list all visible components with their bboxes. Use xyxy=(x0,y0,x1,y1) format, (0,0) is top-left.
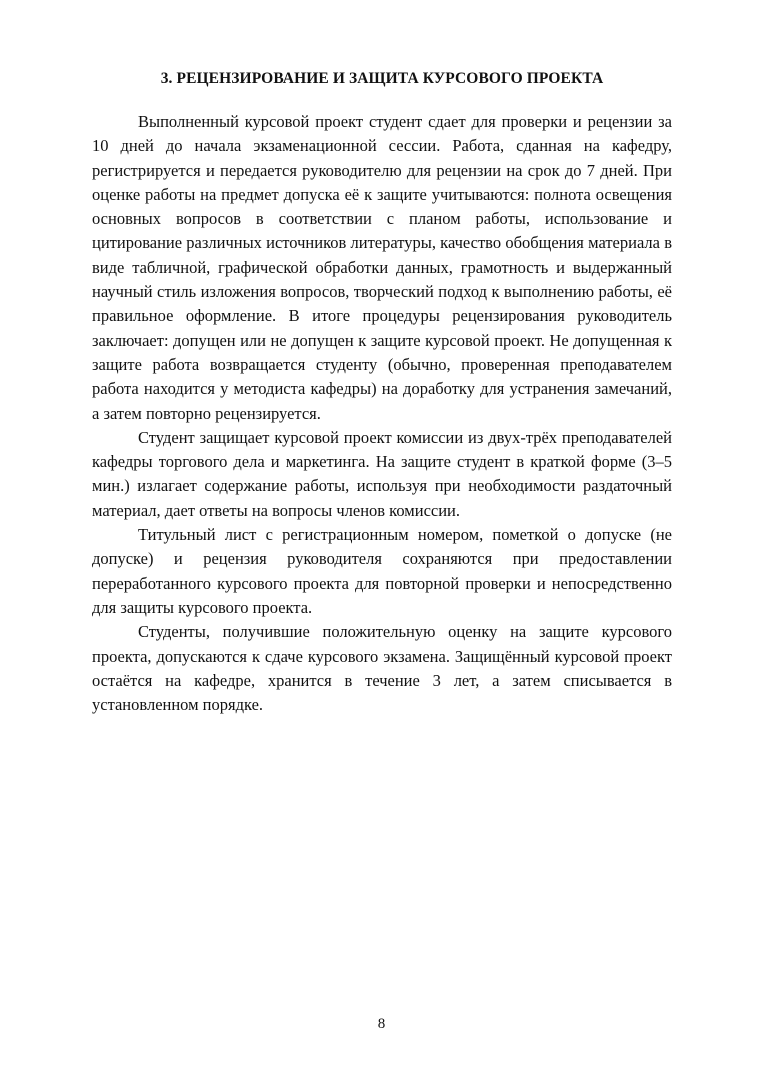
page-body xyxy=(92,70,672,717)
paragraph-review: Выполненный курсовой проект студент сдает для проверки и рецензии за 10 дней до начала экзаменационной сессии. Работа, сданная на кафедру, регистрируется и передается руководителю для рецензии на срок до 7 дней. При оценке работы на предмет допуска её к защите учитываются: полнота освещения основных вопросов в соответствии с планом работы, использование и цитирование различных источников литературы, качество обобщения материала в виде табличной, графической обработки данных, грамотность и выдержанный научный стиль изложения вопросов, творческий подход к выполнению работы, её правильное оформление. В итоге процедуры рецензирования руководитель заключает: допущен или не допущен к защите курсовой проект. Не допущенная к защите работа возвращается студенту (обычно, проверенная преподавателем работа находится у методиста кафедры) на доработку для устранения замечаний, а затем повторно рецензируется. xyxy=(92,112,672,423)
page-number: 8 xyxy=(377,1016,386,1032)
paragraph-defense: Студент защищает курсовой проект комиссии из двух-трёх преподавателей кафедры торгового дела и маркетинга. На защите студент в краткой форме (3–5 мин.) излагает содержание работы, используя при необходимости раздаточный материал, дает ответы на вопросы членов комиссии. xyxy=(92,427,672,520)
section-title: 3. РЕЦЕНЗИРОВАНИЕ И ЗАЩИТА КУРСОВОГО ПРОЕКТА xyxy=(160,70,604,87)
paragraph-title-page: Титульный лист с регистрационным номером, пометкой о допуске (не допуске) и рецензия руководителя сохраняются при предоставлении переработанного курсового проекта для повторной проверки и непосредственно для защиты курсового проекта. xyxy=(92,525,672,617)
paragraph-exam: Студенты, получившие положительную оценку на защите курсового проекта, допускаются к сдаче курсового экзамена. Защищённый курсовой проект остаётся на кафедре, хранится в течение 3 лет, а затем списывается в установленном порядке. xyxy=(92,622,672,715)
